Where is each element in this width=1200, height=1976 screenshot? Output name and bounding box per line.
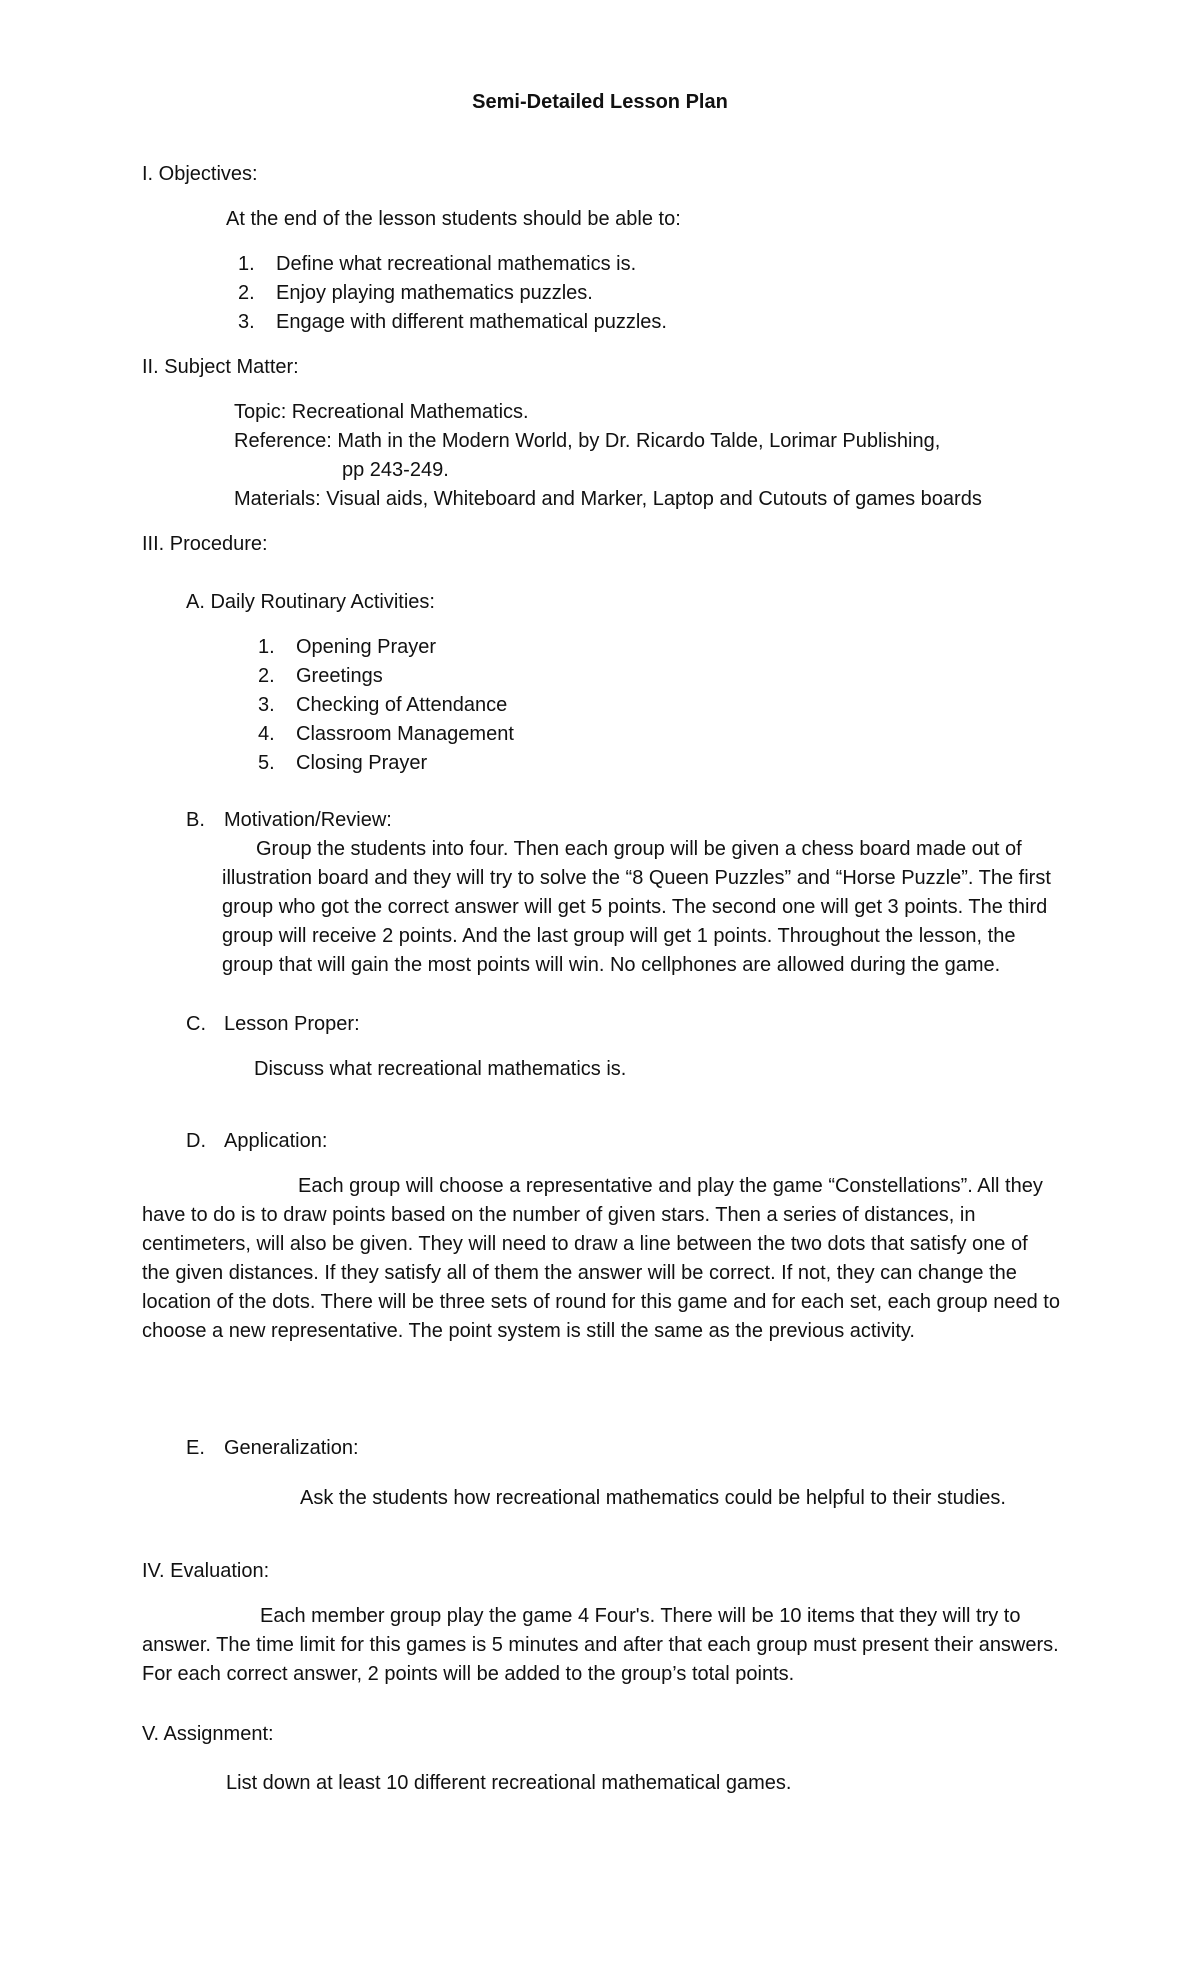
lesson-proper-heading: C. Lesson Proper: <box>186 1013 360 1035</box>
daily-activity-item: 1. Opening Prayer <box>258 636 437 658</box>
subject-reference: Reference: Math in the Modern World, by Dr. Ricardo Talde, Lorimar Publishing, <box>234 430 941 452</box>
motivation-paragraph: Group the students into four. Then each group will be given a chess board made out of illustration board and they will try to solve the “8 Queen Puzzles” and “Horse Puzzle”. The first group who got the correct answer will get 5 points. The second one will get 3 points. The third group will receive 2 points. And the last group will get 1 points. Throughout the lesson, the group that will gain the most points will win. No cellphones are allowed during the game. <box>222 838 1051 976</box>
daily-activities-heading: A. Daily Routinary Activities: <box>186 591 435 613</box>
daily-activity-item: 4. Classroom Management <box>258 723 514 745</box>
application-paragraph: Each group will choose a representative and play the game “Constellations”. All they have to do is to draw points based on the number of given stars. Then a series of distances, in centimeters, will also be given. They will need to draw a line between the two dots that satisfy one of the given distances. If they satisfy all of them the answer will be correct. If not, they can change the location of the dots. There will be three sets of round for this game and for each set, each group need to choose a new representative. The point system is still the same as the previous activity. <box>142 1175 1060 1342</box>
application-heading: D. Application: <box>186 1130 328 1152</box>
lesson-proper-text: Discuss what recreational mathematics is. <box>254 1058 627 1080</box>
objectives-heading: I. Objectives: <box>142 163 258 185</box>
subject-topic: Topic: Recreational Mathematics. <box>234 401 529 423</box>
objective-item: 2. Enjoy playing mathematics puzzles. <box>238 282 593 304</box>
subject-matter-heading: II. Subject Matter: <box>142 356 299 378</box>
generalization-heading: E. Generalization: <box>186 1437 359 1459</box>
evaluation-heading: IV. Evaluation: <box>142 1560 270 1582</box>
subject-materials: Materials: Visual aids, Whiteboard and Marker, Laptop and Cutouts of games boards <box>234 488 982 510</box>
generalization-text: Ask the students how recreational mathematics could be helpful to their studies. <box>300 1487 1006 1509</box>
evaluation-paragraph: Each member group play the game 4 Four's. There will be 10 items that they will try to answer. The time limit for this games is 5 minutes and after that each group must present their answers. For each correct answer, 2 points will be added to the group’s total points. <box>142 1605 1059 1685</box>
procedure-heading: III. Procedure: <box>142 533 268 555</box>
daily-activity-item: 2. Greetings <box>258 665 383 687</box>
objectives-intro: At the end of the lesson students should be able to: <box>226 208 681 230</box>
subject-reference-pages: pp 243-249. <box>342 459 449 481</box>
objective-item: 1. Define what recreational mathematics is. <box>238 253 637 275</box>
assignment-text: List down at least 10 different recreational mathematical games. <box>226 1772 792 1794</box>
daily-activity-item: 5. Closing Prayer <box>258 752 428 774</box>
objective-item: 3. Engage with different mathematical puzzles. <box>238 311 667 333</box>
daily-activity-item: 3. Checking of Attendance <box>258 694 508 716</box>
motivation-heading: B. Motivation/Review: <box>186 809 392 831</box>
assignment-heading: V. Assignment: <box>142 1723 274 1745</box>
document-title: Semi-Detailed Lesson Plan <box>472 91 728 113</box>
